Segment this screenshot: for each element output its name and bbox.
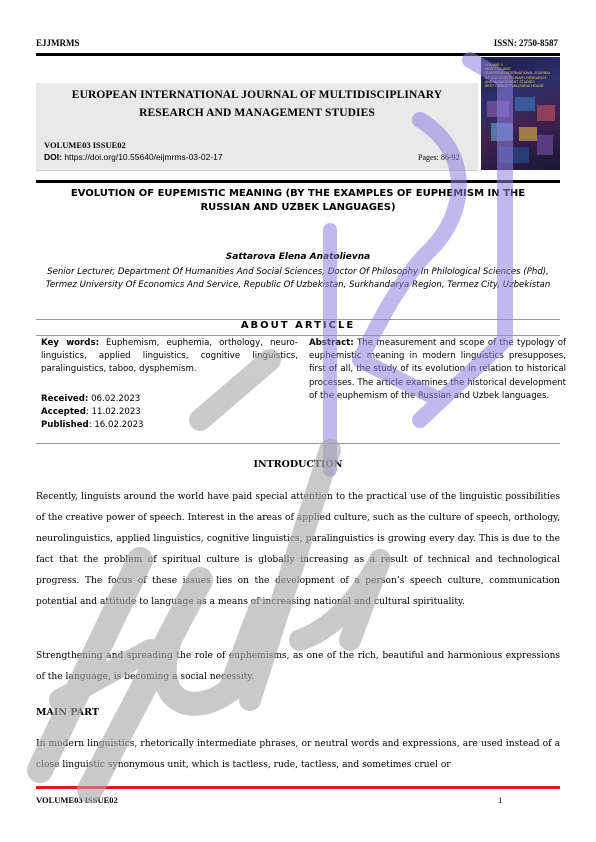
cover-photo-6	[537, 135, 553, 155]
keywords-block	[41, 337, 298, 377]
cover-line3: EUROPEAN INTERNATIONAL JOURNAL	[485, 71, 551, 76]
journal-banner-strip	[36, 57, 478, 83]
paragraph-3: In modern linguistics, rhetorically intermediate phrases, or neutral words and expressions, are used instead of a close linguistic synonymous unit, which is tactless, rude, tactless, and sometimes cruel or	[36, 739, 560, 770]
accepted-value: : 11.02.2023	[85, 407, 141, 418]
doi-label: DOI:	[44, 152, 62, 162]
introduction-heading: INTRODUCTION	[253, 459, 343, 470]
cover-line1: VOLUME 3	[485, 63, 503, 67]
abstract-label: Abstract:	[309, 338, 354, 348]
top-rule	[36, 53, 560, 56]
author-name: Sattarova Elena Anatolievna	[225, 252, 371, 262]
cover-line5: AND MANAGEMENT STUDIES	[485, 79, 535, 84]
volume-issue: VOLUME03 ISSUE02	[44, 140, 126, 150]
dates-block	[41, 393, 144, 433]
received-label: Received:	[41, 394, 89, 404]
journal-abbreviation: EJJMRMS	[36, 38, 80, 48]
published-label: Published	[41, 420, 89, 431]
accepted-date	[41, 406, 144, 419]
published-date	[41, 419, 144, 432]
paragraph-2: Strengthening and spreading the role of euphemisms, as one of the rich, beautiful and harmonious expressions of the language, is becoming a social necessity.	[36, 651, 560, 682]
cover-line2: ISSN 2750-8587	[485, 67, 511, 72]
cover-line4: OF MULTIDISCIPLINARY RESEARCH	[485, 75, 546, 80]
cover-photo-7	[499, 147, 529, 163]
about-rule-bottom	[36, 443, 560, 444]
journal-cover-image	[481, 57, 560, 170]
keywords-text: Euphemism, euphemia, orthology, neuro-linguistics, applied linguistics, cognitive linguistics, paralinguistics, taboo, dysphemism.	[41, 338, 299, 375]
doi-line	[44, 152, 223, 162]
published-value: : 16.02.2023	[88, 420, 144, 431]
footer-rule	[36, 786, 560, 789]
pages-range: Pages: 86-92	[418, 153, 460, 162]
issn-label: ISSN: 2750-8587	[493, 38, 558, 48]
header-bottom-rule	[36, 180, 560, 183]
main-part-heading: MAIN PART	[36, 707, 99, 718]
article-title: EVOLUTION OF EUPEMISTIC MEANING (BY THE EXAMPLES OF EUPHEMISM IN THE RUSSIAN AND UZBEK LANGUAGES)	[70, 188, 526, 213]
cover-text	[485, 63, 551, 88]
doi-link[interactable]: https://doi.org/10.55640/eijmrms-03-02-17	[64, 152, 223, 162]
about-article-heading: ABOUT ARTICLE	[240, 320, 356, 331]
about-rule-middle	[36, 335, 560, 336]
cover-line6: BEST CIENCE PUBLISHING HOUSE	[485, 84, 544, 89]
accepted-label: Accepted	[41, 407, 86, 418]
cover-photo-5	[519, 127, 537, 141]
keywords-label: Key words:	[41, 338, 100, 348]
abstract-text: The measurement and scope of the typology of euphemistic meaning in modern linguistics presupposes, first of all, the study of its evolution in relation to historical processes. The article examines the historical development of the euphemism of the Russian and Uzbek languages.	[309, 338, 566, 401]
author-affiliation: Senior Lecturer, Department Of Humanities And Social Sciences, Doctor Of Philosophy In Philological Sciences (Phd), Termez University Of Economics And Service, Republic Of Uzbekistan, Surkhandarya Region, Termez City, Uzbekistan	[45, 267, 551, 290]
received-value: 06.02.2023	[88, 394, 141, 404]
abstract-block	[309, 337, 566, 403]
cover-photo-1	[487, 101, 509, 117]
received-date	[41, 393, 144, 406]
journal-title-line1: EUROPEAN INTERNATIONAL JOURNAL OF MULTIDISCIPLINARY	[71, 89, 443, 101]
journal-title-line2: RESEARCH AND MANAGEMENT STUDIES	[139, 107, 375, 119]
footer-page-number: 1	[498, 795, 503, 805]
journal-title	[36, 86, 478, 122]
paragraph-1: Recently, linguists around the world have paid special attention to the practical use of the linguistic possibilities of the creative power of speech. Interest in the areas of applied culture, such as the culture of speech, orthology, neurolinguistics, applied linguistics, cognitive linguistics, paralinguistics is growing every day. This is due to the fact that the problem of spiritual culture is globally increasing as a result of technical and technological progress. The focus of these issues lies on the development of a person’s speech culture, communication potential and attitude to language as a means of increasing national and cultural spirituality.	[36, 492, 560, 607]
footer-volume: VOLUME03 ISSUE02	[36, 795, 118, 805]
cover-photo-2	[515, 97, 535, 111]
cover-photo-3	[537, 105, 555, 121]
cover-photo-4	[491, 123, 513, 141]
